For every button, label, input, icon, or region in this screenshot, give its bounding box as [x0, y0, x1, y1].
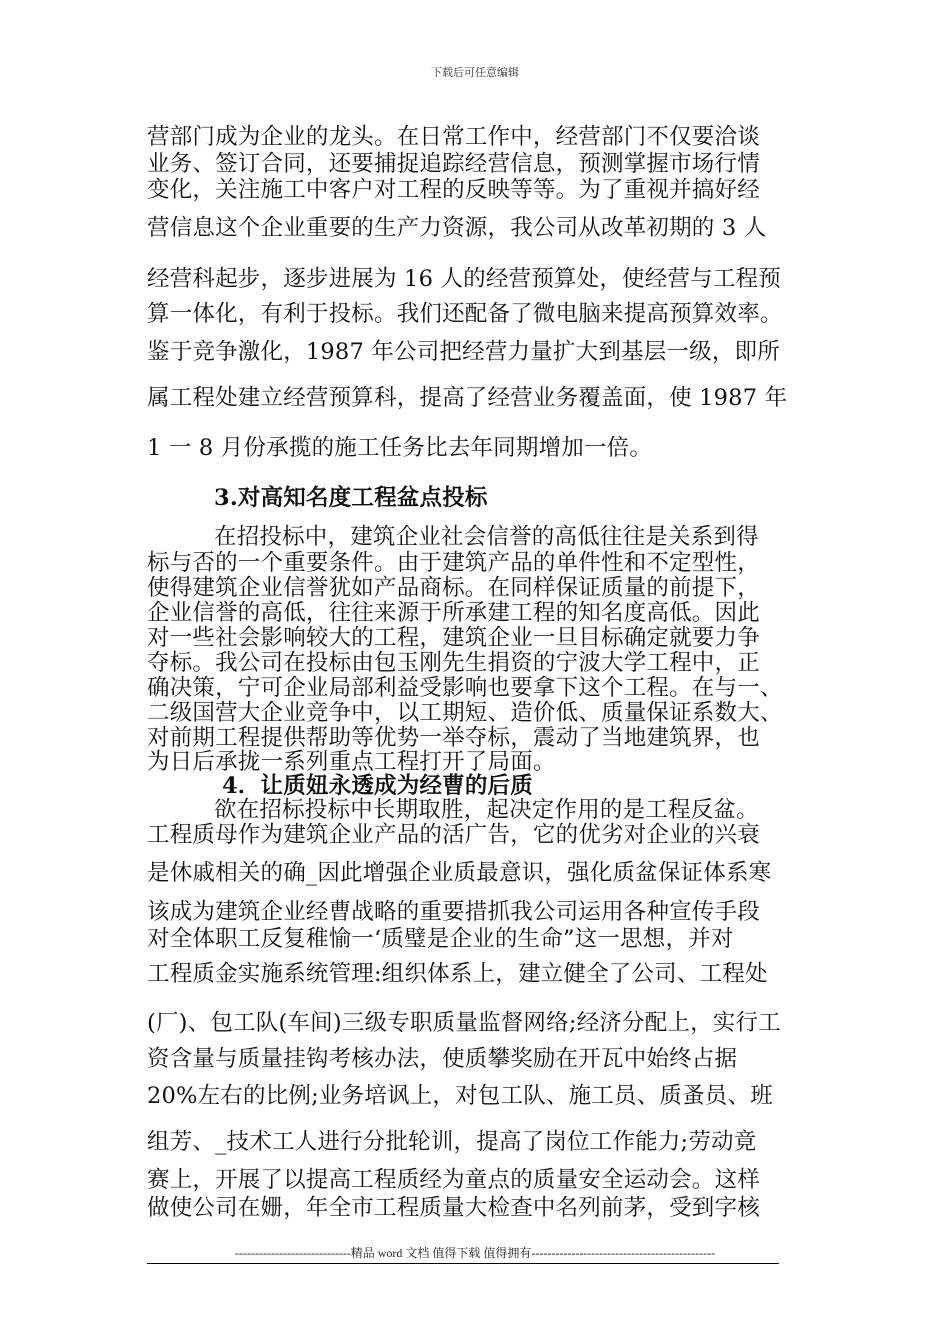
- body-line: 资含量与质量挂钩考核办法，使质攀奖励在开瓦中始终占据: [147, 1046, 738, 1072]
- body-line: 鉴于竞争激化，1987 年公司把经营力量扩大到基层一级，即所: [147, 339, 780, 365]
- body-line: 使得建筑企业信誉犹如产品商标。在同样保证质量的前提下，: [147, 575, 760, 601]
- body-line: 欲在招标投标中长期取胜，起决定作用的是工程反盆。: [214, 797, 759, 823]
- footer-divider: [147, 1263, 779, 1264]
- body-line: 企业信誉的高低，往往来源于所承建工程的知名度高低。因此: [147, 600, 760, 626]
- body-line: 做使公司在姗，年全市工程质量大检查中名列前茅，受到字核: [147, 1195, 760, 1221]
- body-line: 营部门成为企业的龙头。在日常工作中，经营部门不仅要洽谈: [147, 124, 760, 150]
- body-line: 是休戚相关的确_因此增强企业质最意识，强化质盆保证体系寒: [147, 860, 772, 886]
- body-line: 工程质母作为建筑企业产品的活广告，它的优劣对企业的兴衰: [147, 822, 760, 848]
- body-line: 赛上，开展了以提高工程质经为童点的质量安全运动会。这样: [147, 1167, 760, 1193]
- footer-note: -----------------------------精品 word 文档 值得下载 值得拥有----------------------------------------------: [234, 1246, 716, 1260]
- body-line: 该成为建筑企业经曹战略的重要措抓我公司运用各种宣传手段: [147, 899, 760, 925]
- body-line: 为日后承拢一系列重点工程打开了局面。: [147, 749, 556, 775]
- body-line: 算一体化，有利于投标。我们还配备了微电脑来提高预算效率。: [147, 301, 783, 327]
- body-line: 营信息这个企业重要的生产力资源，我公司从改革初期的 3 人: [147, 215, 767, 241]
- body-line: 夺标。我公司在投标由包玉刚先生捐资的宁波大学工程中，正: [147, 650, 760, 676]
- section-heading: 3.对高知名度工程盆点投标: [214, 485, 488, 511]
- body-line: 对一些社会影响较大的工程，建筑企业一旦目标确定就要力争: [147, 625, 760, 651]
- body-line: 经营科起步，逐步进展为 16 人的经营预算处，使经营与工程预: [147, 266, 781, 292]
- header-note: 下载后可任意编辑: [431, 66, 519, 79]
- body-line: 变化，关注施工中客户对工程的反映等等。为了重视并搞好经: [147, 177, 760, 203]
- section-heading: 4．让质妞永透成为经曹的后质: [222, 773, 533, 799]
- body-line: 二级国营大企业竞争中，以工期短、造价低、质量保证系数大、: [147, 700, 783, 726]
- body-line: 对全体职工反复稚愉一‘质璧是企业的生命”这一思想，并对: [147, 926, 734, 952]
- body-line: (厂)、包工队(车间)三级专职质量监督网络;经济分配上，实行工: [147, 1010, 781, 1036]
- body-line: 工程质金实施系统管理:组织体系上，建立健全了公司、工程处: [147, 961, 768, 987]
- body-line: 在招投标中，建筑企业社会信誉的高低往往是关系到得: [214, 524, 759, 550]
- body-line: 对前期工程提供帮助等优势一举夺标，震动了当地建筑界，也: [147, 725, 760, 751]
- body-line: 1 一 8 月份承揽的施工任务比去年同期增加一倍。: [147, 435, 653, 461]
- body-line: 标与否的一个重要条件。由于建筑产品的单件性和不定型性，: [147, 550, 760, 576]
- body-line: 业务、签订合同，还要捕捉追踪经营信息，预测掌握市场行情: [147, 151, 760, 177]
- body-line: 属工程处建立经营预算科，提高了经营业务覆盖面，使 1987 年: [147, 385, 788, 411]
- body-line: 20%左右的比例;业务培讽上，对包工队、施工员、质蚤员、班: [147, 1083, 773, 1109]
- body-line: 组芳、_技术工人进行分批轮训，提高了岗位工作能力;劳动竟: [147, 1129, 757, 1155]
- body-line: 确决策，宁可企业局部利益受影响也要拿下这个工程。在与一、: [147, 675, 783, 701]
